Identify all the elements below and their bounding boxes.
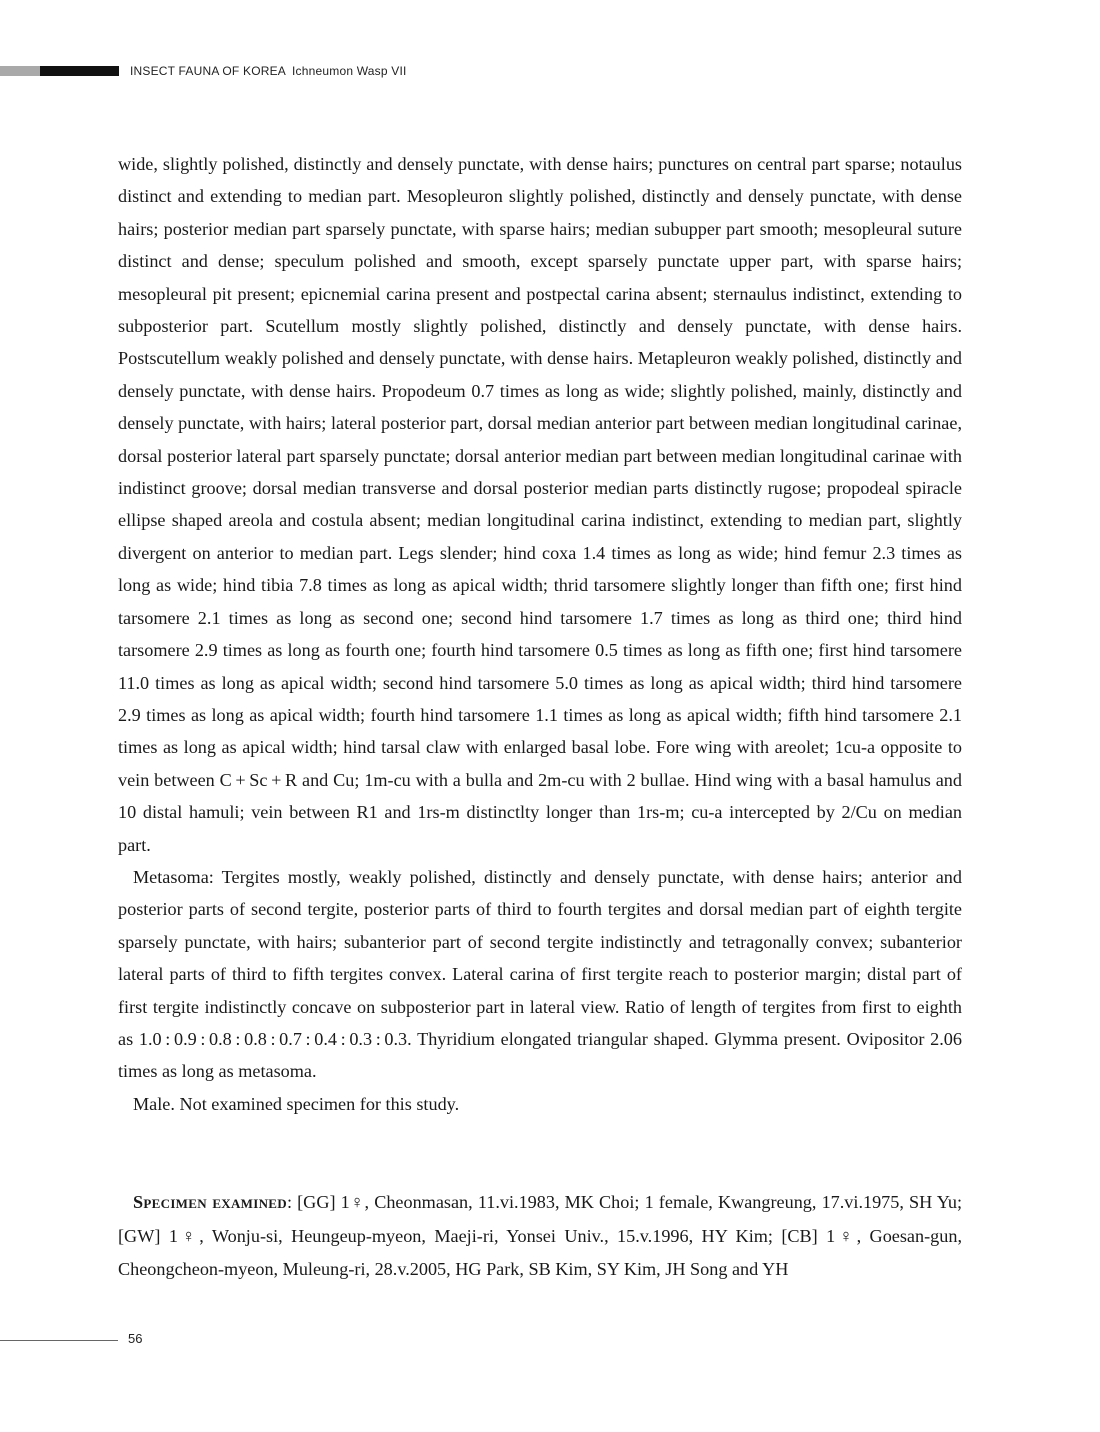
running-header xyxy=(130,64,407,78)
body-text xyxy=(118,148,962,1120)
specimen-section xyxy=(118,1186,962,1287)
running-header-subtitle: Ichneumon Wasp VII xyxy=(292,64,407,78)
specimen-paragraph xyxy=(118,1186,962,1287)
header-accent-bar-black xyxy=(40,66,119,76)
page-number: 56 xyxy=(128,1331,143,1346)
male-paragraph: Male. Not examined specimen for this study. xyxy=(133,1093,460,1114)
specimen-text: : [GG] 1♀, Cheonmasan, 11.vi.1983, MK Choi; 1 female, Kwangreung, 17.vi.1975, SH Yu; [GW] 1♀, Wonju-si, Heungeup-myeon, Maeji-ri, Yonsei Univ., 15.v.1996, HY Kim; [CB] 1♀, Goesan-gun, Cheongcheon-myeon, Muleung-ri, 28.v.2005, HG Park, SB Kim, SY Kim, JH Song and YH xyxy=(118,1192,962,1279)
description-paragraph: wide, slightly polished, distinctly and densely punctate, with dense hairs; punctures on central part sparse; notaulus distinct and extending to median part. Mesopleuron slightly polished, distinctly and densely punctate, with dense hairs; posterior median part sparsely punctate, with sparse hairs; median subupper part smooth; mesopleural suture distinct and dense; speculum polished and smooth, except sparsely punctate upper part, with sparse hairs; mesopleural pit present; epicnemial carina present and postpectal carina absent; sternaulus indistinct, extending to subposterior part. Scutellum mostly slightly polished, distinctly and densely punctate, with dense hairs. Postscutellum weakly polished and densely punctate, with dense hairs. Metapleuron weakly polished, distinctly and densely punctate, with dense hairs. Propodeum 0.7 times as long as wide; slightly polished, mainly, distinctly and densely punctate, with hairs; lateral posterior part, dorsal median anterior part between median longitudinal carinae, dorsal posterior lateral part sparsely punctate; dorsal anterior median part between median longitudinal carinae with indistinct groove; dorsal median transverse and dorsal posterior median parts distinctly rugose; propodeal spiracle ellipse shaped areola and costula absent; median longitudinal carina indistinct, extending to median part, slightly divergent on anterior to median part. Legs slender; hind coxa 1.4 times as long as wide; hind femur 2.3 times as long as wide; hind tibia 7.8 times as long as apical width; thrid tarsomere slightly longer than fifth one; first hind tarsomere 2.1 times as long as second one; second hind tarsomere 1.7 times as long as third one; third hind tarsomere 2.9 times as long as fourth one; fourth hind tarsomere 0.5 times as long as fifth one; first hind tarsomere 11.0 times as long as apical width; second hind tarsomere 5.0 times as long as apical width; third hind tarsomere 2.9 times as long as apical width; fourth hind tarsomere 1.1 times as long as apical width; fifth hind tarsomere 2.1 times as long as apical width; hind tarsal claw with enlarged basal lobe. Fore wing with areolet; 1cu-a opposite to vein between C + Sc + R and Cu; 1m-cu with a bulla and 2m-cu with 2 bullae. Hind wing with a basal hamulus and 10 distal hamuli; vein between R1 and 1rs-m distinctlty longer than 1rs-m; cu-a intercepted by 2/Cu on median part. xyxy=(118,154,962,855)
footer-rule xyxy=(0,1340,118,1341)
specimen-heading: Specimen examined xyxy=(133,1192,287,1212)
running-header-title: INSECT FAUNA OF KOREA xyxy=(130,64,287,78)
header-accent-bar-gray xyxy=(0,66,40,76)
metasoma-paragraph: Metasoma: Tergites mostly, weakly polished, distinctly and densely punctate, with dense hairs; anterior and posterior parts of second tergite, posterior parts of third to fourth tergites and dorsal median part of eighth tergite sparsely punctate, with hairs; subanterior part of second tergite indistinctly and tetragonally convex; subanterior lateral parts of third to fifth tergites convex. Lateral carina of first tergite reach to posterior margin; distal part of first tergite indistinctly concave on subposterior part in lateral view. Ratio of length of tergites from first to eighth as 1.0 : 0.9 : 0.8 : 0.8 : 0.7 : 0.4 : 0.3 : 0.3. Thyridium elongated triangular shaped. Glymma present. Ovipositor 2.06 times as long as metasoma. xyxy=(118,866,962,1082)
